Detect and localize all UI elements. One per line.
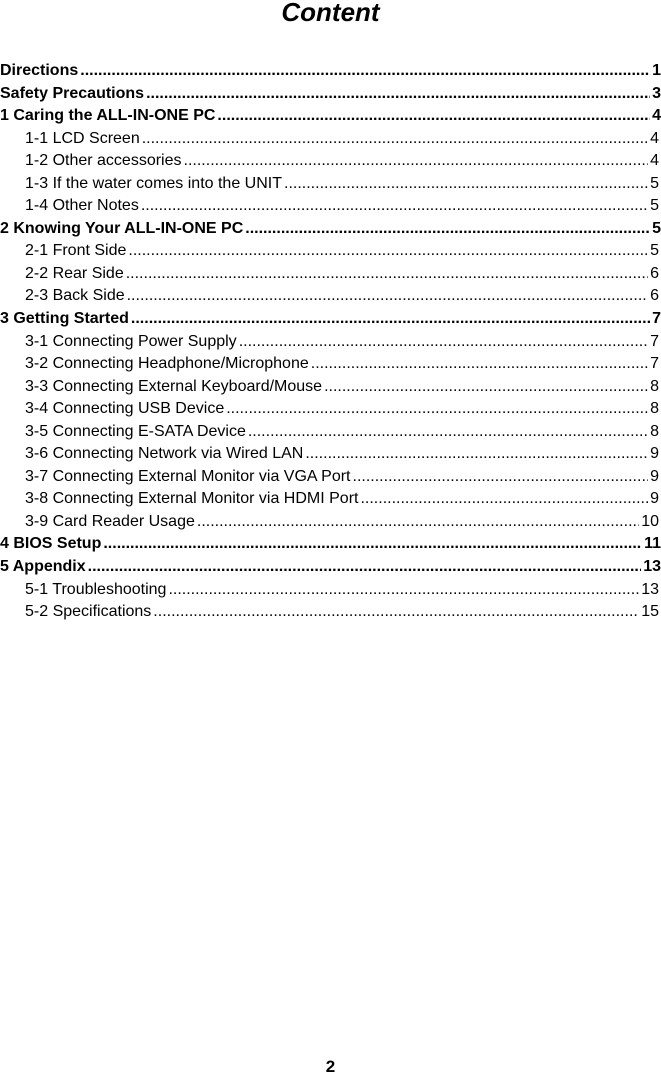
toc-section-entry[interactable] bbox=[0, 603, 661, 626]
toc-section-entry[interactable] bbox=[0, 265, 661, 288]
toc-entry-title: 3 Getting Started bbox=[0, 310, 129, 328]
toc-dot-leader bbox=[168, 581, 639, 599]
toc-entry-title: 1-1 LCD Screen bbox=[25, 129, 140, 147]
toc-entry-page: 11 bbox=[644, 535, 661, 553]
toc-entry-page: 1 bbox=[652, 62, 661, 79]
toc-entry-title: 3-7 Connecting External Monitor via VGA Port bbox=[25, 467, 351, 485]
toc-entry-title: 1 Caring the ALL-IN-ONE PC bbox=[0, 107, 216, 125]
toc-section-entry[interactable] bbox=[0, 333, 661, 356]
toc-entry-page: 5 bbox=[650, 242, 659, 260]
toc-entry-page: 4 bbox=[652, 107, 661, 125]
toc-dot-leader bbox=[217, 107, 650, 125]
toc-chapter-entry[interactable] bbox=[0, 310, 661, 333]
toc-dot-leader bbox=[142, 130, 648, 148]
toc-entry-title: 4 BIOS Setup bbox=[0, 535, 102, 553]
toc-dot-leader bbox=[141, 197, 648, 215]
toc-entry-title: 3-5 Connecting E-SATA Device bbox=[25, 422, 246, 440]
toc-dot-leader bbox=[80, 62, 650, 80]
toc-entry-page: 6 bbox=[650, 287, 659, 305]
toc-entry-page: 7 bbox=[652, 310, 661, 328]
page-title: Content bbox=[281, 0, 380, 27]
toc-entry-page: 9 bbox=[650, 445, 659, 463]
toc-dot-leader bbox=[239, 333, 648, 351]
toc-entry-title: 1-2 Other accessories bbox=[25, 152, 182, 170]
toc-section-entry[interactable] bbox=[0, 197, 661, 220]
toc-entry-page: 15 bbox=[641, 603, 659, 621]
toc-entry-title: 3-6 Connecting Network via Wired LAN bbox=[25, 445, 304, 463]
toc-entry-title: 3-1 Connecting Power Supply bbox=[25, 332, 237, 350]
toc-entry-title: 5-2 Specifications bbox=[25, 603, 152, 621]
toc-entry-page: 5 bbox=[650, 197, 659, 215]
toc-entry-title: 3-4 Connecting USB Device bbox=[25, 400, 225, 418]
toc-dot-leader bbox=[245, 220, 650, 238]
toc-section-entry[interactable] bbox=[0, 445, 661, 468]
toc-dot-leader bbox=[197, 513, 639, 531]
toc-entry-page: 5 bbox=[650, 174, 659, 192]
toc-entry-title: 1-4 Other Notes bbox=[25, 197, 139, 215]
toc-entry-title: 2-1 Front Side bbox=[25, 242, 127, 260]
toc-chapter-entry[interactable] bbox=[0, 558, 661, 581]
toc-entry-title: 3-9 Card Reader Usage bbox=[25, 512, 195, 530]
toc-dot-leader bbox=[284, 175, 648, 193]
toc-entry-title: 5-1 Troubleshooting bbox=[25, 580, 167, 598]
toc-dot-leader bbox=[126, 265, 648, 283]
toc-dot-leader bbox=[353, 468, 649, 486]
toc-dot-leader bbox=[131, 310, 650, 328]
toc-entry-page: 8 bbox=[650, 377, 659, 395]
toc-dot-leader bbox=[305, 445, 648, 463]
toc-entry-title: 2-3 Back Side bbox=[25, 287, 125, 305]
toc-entry-title: 2-2 Rear Side bbox=[25, 264, 124, 282]
toc-entry-title: 3-3 Connecting External Keyboard/Mouse bbox=[25, 377, 323, 395]
toc-entry-page: 13 bbox=[641, 580, 659, 598]
toc-section-entry[interactable] bbox=[0, 378, 661, 401]
toc-dot-leader bbox=[324, 378, 648, 396]
toc-entry-page: 7 bbox=[650, 332, 659, 350]
toc-dot-leader bbox=[311, 355, 648, 373]
page-number: 2 bbox=[325, 1057, 336, 1076]
toc-section-entry[interactable] bbox=[0, 355, 661, 378]
toc-dot-leader bbox=[146, 85, 650, 103]
toc-entry-title: 3-2 Connecting Headphone/Microphone bbox=[25, 355, 309, 373]
toc-dot-leader bbox=[184, 152, 649, 170]
toc-entry-page: 9 bbox=[650, 490, 659, 508]
toc-section-entry[interactable] bbox=[0, 130, 661, 153]
toc-section-entry[interactable] bbox=[0, 423, 661, 446]
toc-section-entry[interactable] bbox=[0, 513, 661, 536]
toc-entry-page: 8 bbox=[650, 422, 659, 440]
toc-entry-title: 3-8 Connecting External Monitor via HDMI Port bbox=[25, 490, 359, 508]
toc-entry-title: 1-3 If the water comes into the UNIT bbox=[25, 174, 282, 192]
toc-section-entry[interactable] bbox=[0, 490, 661, 513]
toc-section-entry[interactable] bbox=[0, 152, 661, 175]
toc-entry-title: 2 Knowing Your ALL-IN-ONE PC bbox=[0, 219, 244, 237]
toc-dot-leader bbox=[128, 242, 648, 260]
toc-entry-title: Safety Precautions bbox=[0, 84, 145, 102]
toc-entry-title: 5 Appendix bbox=[0, 558, 86, 576]
toc-dot-leader bbox=[360, 490, 648, 508]
toc-dot-leader bbox=[153, 603, 639, 621]
toc-entry-page: 8 bbox=[650, 400, 659, 418]
toc-entry-page: 10 bbox=[641, 512, 659, 530]
toc-entry-page: 9 bbox=[650, 467, 659, 485]
toc-chapter-entry[interactable] bbox=[0, 85, 661, 108]
toc-entry-page: 4 bbox=[650, 129, 659, 147]
toc-dot-leader bbox=[226, 400, 648, 418]
toc-section-entry[interactable] bbox=[0, 287, 661, 310]
toc-entry-page: 4 bbox=[650, 152, 659, 170]
toc-dot-leader bbox=[127, 287, 648, 305]
toc-section-entry[interactable] bbox=[0, 581, 661, 604]
toc-section-entry[interactable] bbox=[0, 242, 661, 265]
toc-entry-page: 7 bbox=[650, 355, 659, 373]
toc-chapter-entry[interactable] bbox=[0, 62, 661, 85]
toc-entry-title: Directions bbox=[0, 62, 79, 79]
toc-entry-page: 3 bbox=[652, 84, 661, 102]
toc-chapter-entry[interactable] bbox=[0, 220, 661, 243]
table-of-contents bbox=[0, 62, 661, 626]
toc-section-entry[interactable] bbox=[0, 468, 661, 491]
toc-entry-page: 5 bbox=[652, 219, 661, 237]
toc-dot-leader bbox=[248, 423, 648, 441]
toc-chapter-entry[interactable] bbox=[0, 535, 661, 558]
toc-section-entry[interactable] bbox=[0, 175, 661, 198]
toc-dot-leader bbox=[103, 535, 642, 553]
toc-chapter-entry[interactable] bbox=[0, 107, 661, 130]
toc-entry-page: 6 bbox=[650, 264, 659, 282]
toc-entry-page: 13 bbox=[643, 558, 661, 576]
toc-section-entry[interactable] bbox=[0, 400, 661, 423]
toc-dot-leader bbox=[88, 558, 642, 576]
